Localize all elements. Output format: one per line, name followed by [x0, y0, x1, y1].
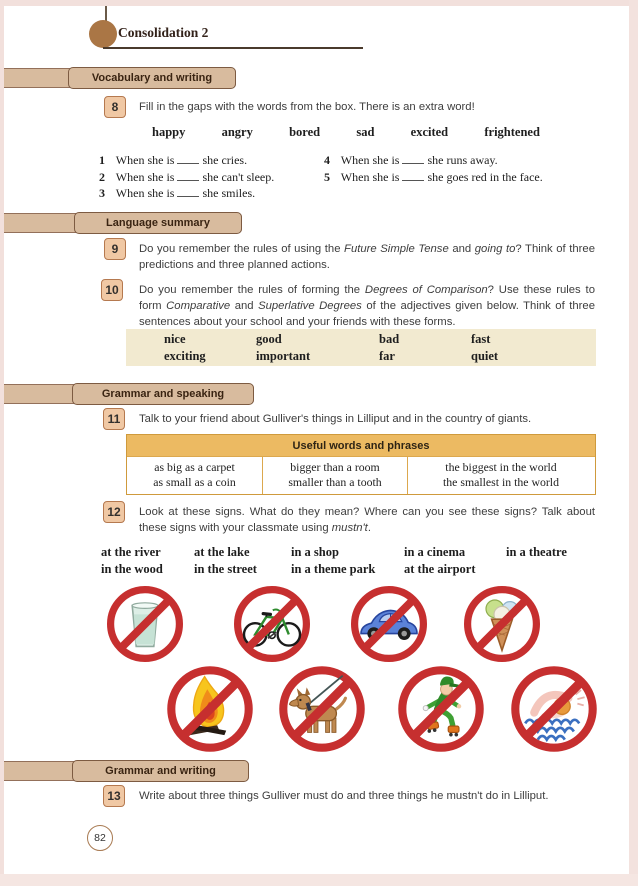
header-underline: [103, 47, 363, 49]
section-bar-grammar-writing: [4, 761, 249, 781]
useful-words-table: [126, 434, 596, 495]
word: bored: [289, 125, 321, 139]
swimmer-icon: [509, 664, 599, 754]
gap-sentence: 3 When she is she smiles.: [99, 186, 256, 200]
page-title: Consolidation 2: [118, 25, 209, 40]
exercise-number-badge: 13: [103, 785, 125, 807]
exercise-number-badge: 11: [103, 408, 125, 430]
gap-sentence: 1 When she is she cries.: [99, 153, 248, 167]
no-swimming-sign: [509, 664, 599, 754]
gap-blank: [402, 170, 424, 181]
section-label: Grammar and speaking: [72, 383, 254, 405]
table-cell: bigger than a room smaller than a tooth: [262, 457, 407, 494]
gap-sentences-right: [324, 152, 543, 185]
gap-blank: [402, 153, 424, 164]
exercise-number-badge: 9: [104, 238, 126, 260]
no-cars-sign: [349, 584, 429, 664]
gap-sentence: 5 When she is she goes red in the face.: [324, 169, 543, 184]
exercise-13-instruction: Write about three things Gulliver must do and three things he mustn't do in Lilliput.: [139, 790, 549, 802]
no-ice-cream-sign: [462, 584, 542, 664]
section-bar-language-summary: [4, 213, 242, 233]
exercise-number-badge: 8: [104, 96, 126, 118]
bicycle-icon: [232, 584, 312, 664]
word-box-ex8: [152, 125, 540, 140]
phrase-column: in a cinema at the airport: [404, 545, 476, 576]
gap-blank: [177, 170, 199, 181]
no-rollerskating-sign: [396, 664, 486, 754]
ice-cream-icon: [462, 584, 542, 664]
table-body: [127, 456, 595, 494]
no-dogs-sign: [277, 664, 367, 754]
adjective-word-box: [126, 329, 596, 366]
phrase-column: in a shop in a theme park: [291, 545, 376, 576]
exercise-number-badge: 12: [103, 501, 125, 523]
section-label: Language summary: [74, 212, 242, 234]
word: excited: [410, 125, 449, 139]
phrase-column: in a theatre: [506, 545, 567, 559]
section-label: Grammar and writing: [72, 760, 249, 782]
section-bar-vocabulary: [4, 68, 236, 88]
car-icon: [349, 584, 429, 664]
table-header: Useful words and phrases: [127, 435, 595, 456]
word-column: fast quiet: [471, 332, 499, 363]
glass-of-water-icon: [105, 584, 185, 664]
page: [4, 6, 629, 874]
no-campfire-sign: [165, 664, 255, 754]
gap-sentence: 2 When she is she can't sleep.: [99, 169, 275, 184]
exercise-8-instruction: Fill in the gaps with the words from the box. There is an extra word!: [139, 101, 475, 113]
word-column: nice exciting: [164, 332, 206, 363]
word: happy: [152, 125, 186, 139]
exercise-10-instruction: Do you remember the rules of forming the Degrees of Comparison? Use these rules to form Comparative and Superlative Degrees of the adjectives given below. Think of three sentences about your school and your friends with these forms.: [139, 284, 595, 328]
exercise-11-instruction: Talk to your friend about Gulliver's things in Lilliput and in the country of giants.: [139, 413, 532, 425]
gap-blank: [177, 186, 199, 197]
word: sad: [356, 125, 375, 139]
dog-on-leash-icon: [277, 664, 367, 754]
photo-edge-bottom: [0, 874, 638, 886]
gap-sentences-left: [99, 152, 274, 202]
page-number: 82: [87, 825, 113, 851]
section-bar-grammar-speaking: [4, 384, 254, 404]
section-label: Vocabulary and writing: [68, 67, 236, 89]
exercise-12-instruction: Look at these signs. What do they mean? Where can you see these signs? Talk about these signs with your classmate using mustn't.: [139, 506, 595, 534]
word-column: bad far: [379, 332, 400, 363]
no-drinking-sign: [105, 584, 185, 664]
roller-skater-icon: [396, 664, 486, 754]
table-cell: the biggest in the world the smallest in the world: [407, 457, 594, 494]
exercise-9-instruction: Do you remember the rules of using the Future Simple Tense and going to? Think of three predictions and three planned actions.: [139, 243, 595, 271]
word-column: good important: [256, 332, 311, 363]
table-cell: as big as a carpet as small as a coin: [153, 460, 236, 489]
phrase-column: at the lake in the street: [194, 545, 257, 576]
campfire-icon: [165, 664, 255, 754]
exercise-number-badge: 10: [101, 279, 123, 301]
gap-sentence: 4 When she is she runs away.: [324, 153, 498, 167]
header-bullet-circle: [89, 20, 117, 48]
gap-blank: [177, 153, 199, 164]
no-cycling-sign: [232, 584, 312, 664]
phrase-column: at the river in the wood: [101, 545, 163, 576]
photo-edge-right: [629, 0, 638, 886]
word: angry: [221, 125, 253, 139]
word: frightened: [484, 125, 540, 139]
